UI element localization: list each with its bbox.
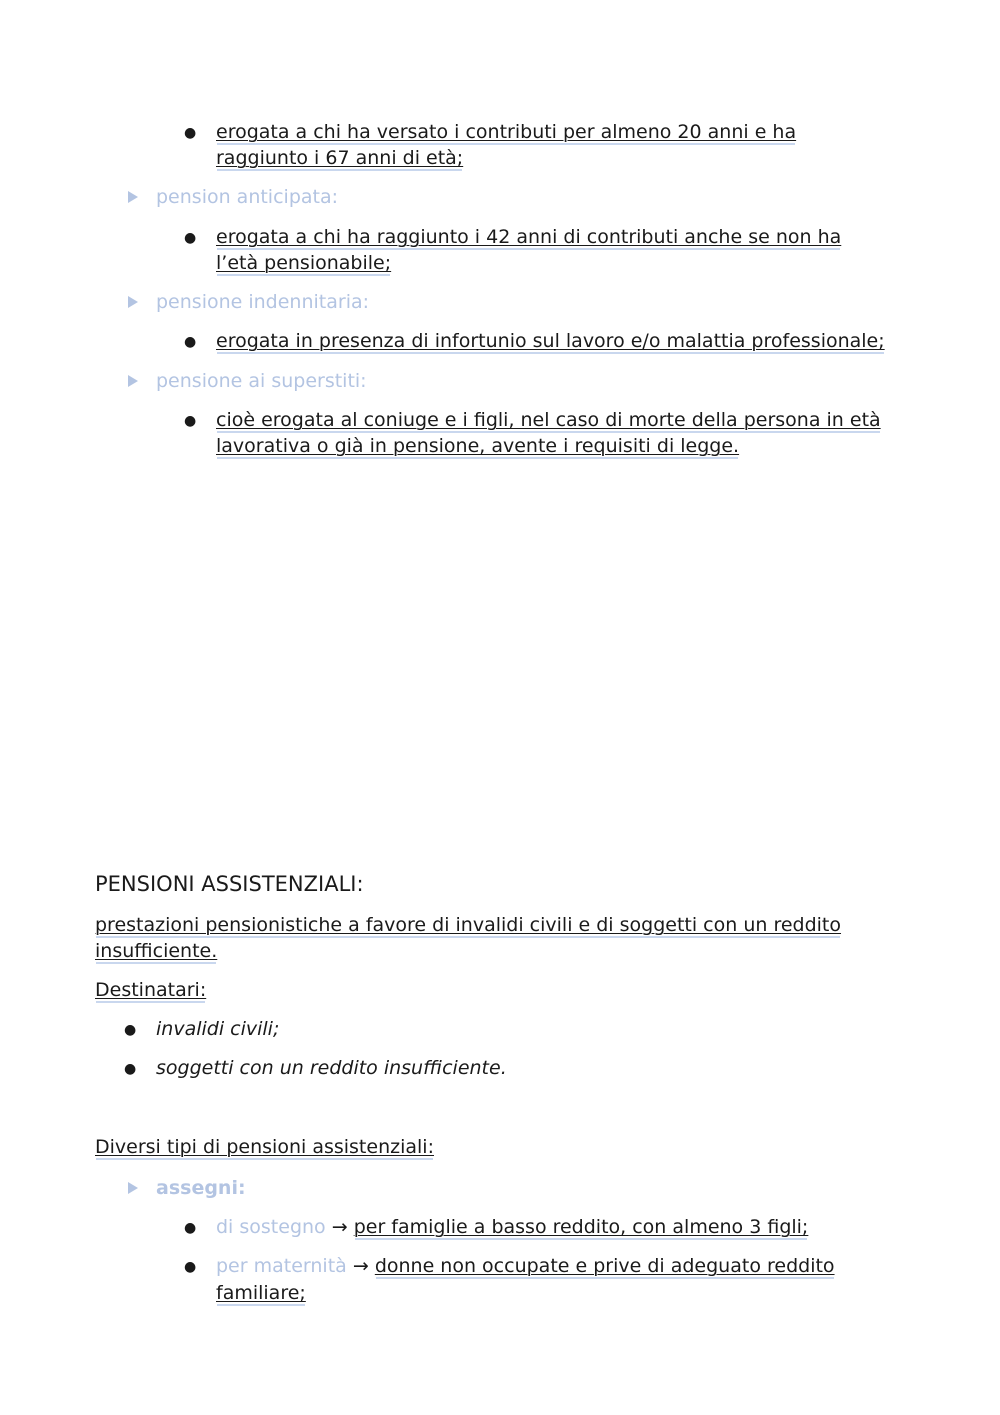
pension-type-label: pensione indennitaria: bbox=[156, 291, 370, 313]
bullet-dot: ● bbox=[184, 334, 197, 350]
section-heading: PENSIONI ASSISTENZIALI: bbox=[95, 872, 364, 896]
definition-text: prestazioni pensionistiche a favore di invalidi civili e di soggetti con un reddito bbox=[95, 914, 842, 936]
arrow-icon: → bbox=[352, 1255, 369, 1277]
assegno-name: di sostegno bbox=[216, 1216, 326, 1238]
assegno-item-cont: familiare; bbox=[216, 1282, 306, 1304]
tipi-label: Diversi tipi di pensioni assistenziali: bbox=[95, 1136, 434, 1158]
pension-type-label: pension anticipata: bbox=[156, 186, 339, 208]
list-item-text: erogata in presenza di infortunio sul lavoro e/o malattia professionale; bbox=[216, 330, 885, 352]
definition-text: insufficiente. bbox=[95, 940, 218, 962]
bullet-dot: ● bbox=[184, 230, 197, 246]
bullet-dot: ● bbox=[124, 1061, 137, 1077]
assegno-item: di sostegno → per famiglie a basso reddito, con almeno 3 figli; bbox=[216, 1216, 809, 1238]
list-item-text: raggiunto i 67 anni di età; bbox=[216, 147, 464, 169]
destinatari-label: Destinatari: bbox=[95, 979, 207, 1001]
bullet-dot: ● bbox=[184, 413, 197, 429]
destinatario-item: soggetti con un reddito insufficiente. bbox=[156, 1057, 507, 1079]
bullet-dot: ● bbox=[124, 1022, 137, 1038]
list-item-text: erogata a chi ha raggiunto i 42 anni di contributi anche se non ha bbox=[216, 226, 842, 248]
assegno-item: per maternità → donne non occupate e prive di adeguato reddito bbox=[216, 1255, 835, 1277]
bullet-dot: ● bbox=[184, 1259, 197, 1275]
pension-type-label: pensione ai superstiti: bbox=[156, 370, 367, 392]
arrow-bullet-icon bbox=[128, 191, 138, 203]
arrow-bullet-icon bbox=[128, 375, 138, 387]
arrow-bullet-icon bbox=[128, 1182, 138, 1194]
destinatario-item: invalidi civili; bbox=[156, 1018, 280, 1040]
assegni-label: assegni: bbox=[156, 1177, 246, 1199]
list-item-text: cioè erogata al coniuge e i figli, nel caso di morte della persona in età bbox=[216, 409, 881, 431]
assegno-name: per maternità bbox=[216, 1255, 347, 1277]
arrow-icon: → bbox=[331, 1216, 348, 1238]
bullet-dot: ● bbox=[184, 1220, 197, 1236]
list-item-text: erogata a chi ha versato i contributi per almeno 20 anni e ha bbox=[216, 121, 797, 143]
list-item-text: lavorativa o già in pensione, avente i requisiti di legge. bbox=[216, 435, 740, 457]
arrow-bullet-icon bbox=[128, 296, 138, 308]
list-item-text: l’età pensionabile; bbox=[216, 252, 392, 274]
bullet-dot: ● bbox=[184, 125, 197, 141]
